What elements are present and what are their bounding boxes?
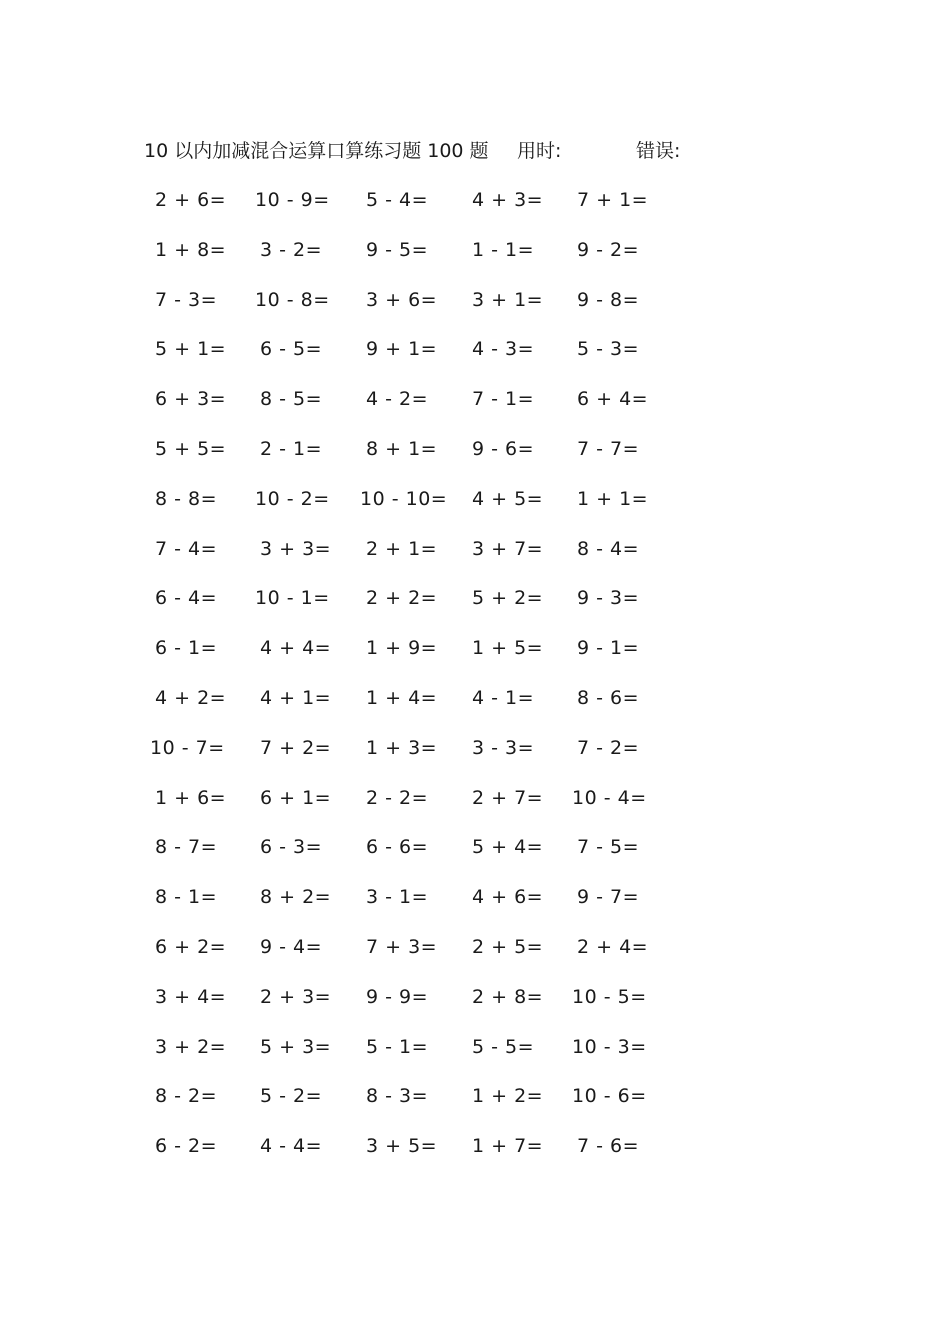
problem-item: 4 + 2=: [155, 686, 227, 709]
problem-item: 1 + 3=: [366, 736, 438, 759]
problem-item: 6 + 1=: [260, 786, 332, 809]
problem-item: 1 + 6=: [155, 786, 227, 809]
problem-row: [0, 933, 950, 983]
problem-item: 2 + 1=: [366, 537, 438, 560]
problem-item: 2 + 2=: [366, 587, 438, 610]
problem-item: 3 + 3=: [260, 537, 332, 560]
problem-item: 5 - 1=: [366, 1035, 429, 1058]
problem-item: 5 + 4=: [472, 836, 544, 859]
problem-item: 3 + 5=: [366, 1135, 438, 1158]
problem-row: [0, 883, 950, 933]
problem-item: 8 - 4=: [577, 537, 640, 560]
problem-item: 6 - 2=: [155, 1135, 218, 1158]
problem-item: 9 - 1=: [577, 637, 640, 660]
problem-item: 8 - 7=: [155, 836, 218, 859]
problem-item: 2 + 8=: [472, 985, 544, 1008]
problem-item: 3 + 7=: [472, 537, 544, 560]
problem-item: 1 + 4=: [366, 686, 438, 709]
problem-item: 1 + 7=: [472, 1135, 544, 1158]
problem-item: 8 - 8=: [155, 487, 218, 510]
problem-row: [0, 634, 950, 684]
problem-item: 2 - 2=: [366, 786, 429, 809]
problem-item: 6 - 5=: [260, 338, 323, 361]
problem-item: 5 - 4=: [366, 189, 429, 211]
problem-item: 9 - 9=: [366, 985, 429, 1008]
problem-item: 7 - 1=: [472, 388, 535, 411]
problem-item: 5 - 2=: [260, 1085, 323, 1108]
problem-item: 2 + 6=: [155, 189, 227, 211]
problem-item: 3 - 2=: [260, 238, 323, 261]
problem-item: 3 + 1=: [472, 288, 544, 311]
problem-row: [0, 286, 950, 336]
problem-item: 8 - 2=: [155, 1085, 218, 1108]
problem-item: 5 - 3=: [577, 338, 640, 361]
problem-item: 3 - 3=: [472, 736, 535, 759]
problem-item: 8 + 2=: [260, 886, 332, 909]
problem-item: 9 - 7=: [577, 886, 640, 909]
problem-row: [0, 833, 950, 883]
problem-item: 10 - 6=: [572, 1085, 647, 1108]
problem-item: 4 - 3=: [472, 338, 535, 361]
worksheet-header: [144, 138, 784, 164]
problem-item: 4 + 6=: [472, 886, 544, 909]
problem-item: 6 + 4=: [577, 388, 649, 411]
problem-row: [0, 535, 950, 585]
problem-item: 6 + 3=: [155, 388, 227, 411]
problem-item: 4 + 3=: [472, 189, 544, 211]
problem-row: [0, 335, 950, 385]
problem-item: 4 + 5=: [472, 487, 544, 510]
problem-item: 10 - 4=: [572, 786, 647, 809]
problem-row: [0, 186, 950, 236]
problem-item: 5 + 5=: [155, 437, 227, 460]
problem-item: 2 + 7=: [472, 786, 544, 809]
problem-item: 8 - 6=: [577, 686, 640, 709]
problem-item: 8 - 3=: [366, 1085, 429, 1108]
problem-item: 3 + 4=: [155, 985, 227, 1008]
problem-row: [0, 684, 950, 734]
problem-item: 10 - 7=: [150, 736, 225, 759]
problem-item: 10 - 9=: [255, 189, 330, 211]
problem-item: 7 - 7=: [577, 437, 640, 460]
problem-item: 7 + 3=: [366, 935, 438, 958]
problem-item: 2 - 1=: [260, 437, 323, 460]
problem-item: 3 + 2=: [155, 1035, 227, 1058]
problem-item: 7 - 6=: [577, 1135, 640, 1158]
problem-item: 10 - 10=: [360, 487, 448, 510]
problem-item: 7 - 5=: [577, 836, 640, 859]
problem-item: 7 - 2=: [577, 736, 640, 759]
problem-item: 9 - 5=: [366, 238, 429, 261]
problem-item: 7 + 2=: [260, 736, 332, 759]
problem-item: 4 - 2=: [366, 388, 429, 411]
problem-grid: [0, 186, 950, 1182]
problem-item: 4 - 4=: [260, 1135, 323, 1158]
problem-row: [0, 236, 950, 286]
problem-item: 10 - 8=: [255, 288, 330, 311]
problem-item: 9 - 3=: [577, 587, 640, 610]
problem-item: 2 + 3=: [260, 985, 332, 1008]
problem-item: 10 - 5=: [572, 985, 647, 1008]
problem-row: [0, 435, 950, 485]
problem-item: 3 - 1=: [366, 886, 429, 909]
problem-item: 2 + 5=: [472, 935, 544, 958]
problem-item: 6 - 4=: [155, 587, 218, 610]
problem-item: 1 + 9=: [366, 637, 438, 660]
time-used-label: 用时:: [517, 140, 562, 162]
problem-row: [0, 584, 950, 634]
problem-item: 10 - 3=: [572, 1035, 647, 1058]
problem-row: [0, 983, 950, 1033]
problem-item: 10 - 2=: [255, 487, 330, 510]
problem-item: 9 - 8=: [577, 288, 640, 311]
problem-item: 4 - 1=: [472, 686, 535, 709]
problem-item: 8 - 5=: [260, 388, 323, 411]
problem-item: 4 + 4=: [260, 637, 332, 660]
problem-item: 1 + 8=: [155, 238, 227, 261]
problem-item: 5 + 2=: [472, 587, 544, 610]
problem-item: 7 - 3=: [155, 288, 218, 311]
problem-item: 5 - 5=: [472, 1035, 535, 1058]
problem-item: 9 + 1=: [366, 338, 438, 361]
problem-item: 9 - 6=: [472, 437, 535, 460]
problem-item: 1 + 1=: [577, 487, 649, 510]
worksheet-title: 10 以内加减混合运算口算练习题 100 题: [144, 140, 489, 162]
problem-item: 9 - 4=: [260, 935, 323, 958]
problem-item: 7 + 1=: [577, 189, 649, 211]
problem-item: 1 + 2=: [472, 1085, 544, 1108]
problem-row: [0, 1033, 950, 1083]
errors-label: 错误:: [636, 140, 681, 162]
problem-item: 1 - 1=: [472, 238, 535, 261]
problem-item: 9 - 2=: [577, 238, 640, 261]
problem-item: 3 + 6=: [366, 288, 438, 311]
problem-item: 1 + 5=: [472, 637, 544, 660]
problem-row: [0, 485, 950, 535]
problem-item: 5 + 3=: [260, 1035, 332, 1058]
problem-row: [0, 784, 950, 834]
problem-item: 2 + 4=: [577, 935, 649, 958]
problem-item: 8 + 1=: [366, 437, 438, 460]
problem-item: 6 - 3=: [260, 836, 323, 859]
problem-row: [0, 1082, 950, 1132]
problem-item: 10 - 1=: [255, 587, 330, 610]
problem-row: [0, 385, 950, 435]
problem-row: [0, 734, 950, 784]
problem-item: 4 + 1=: [260, 686, 332, 709]
problem-item: 6 - 6=: [366, 836, 429, 859]
problem-item: 6 + 2=: [155, 935, 227, 958]
problem-item: 8 - 1=: [155, 886, 218, 909]
problem-item: 6 - 1=: [155, 637, 218, 660]
problem-item: 5 + 1=: [155, 338, 227, 361]
problem-item: 7 - 4=: [155, 537, 218, 560]
problem-row: [0, 1132, 950, 1182]
